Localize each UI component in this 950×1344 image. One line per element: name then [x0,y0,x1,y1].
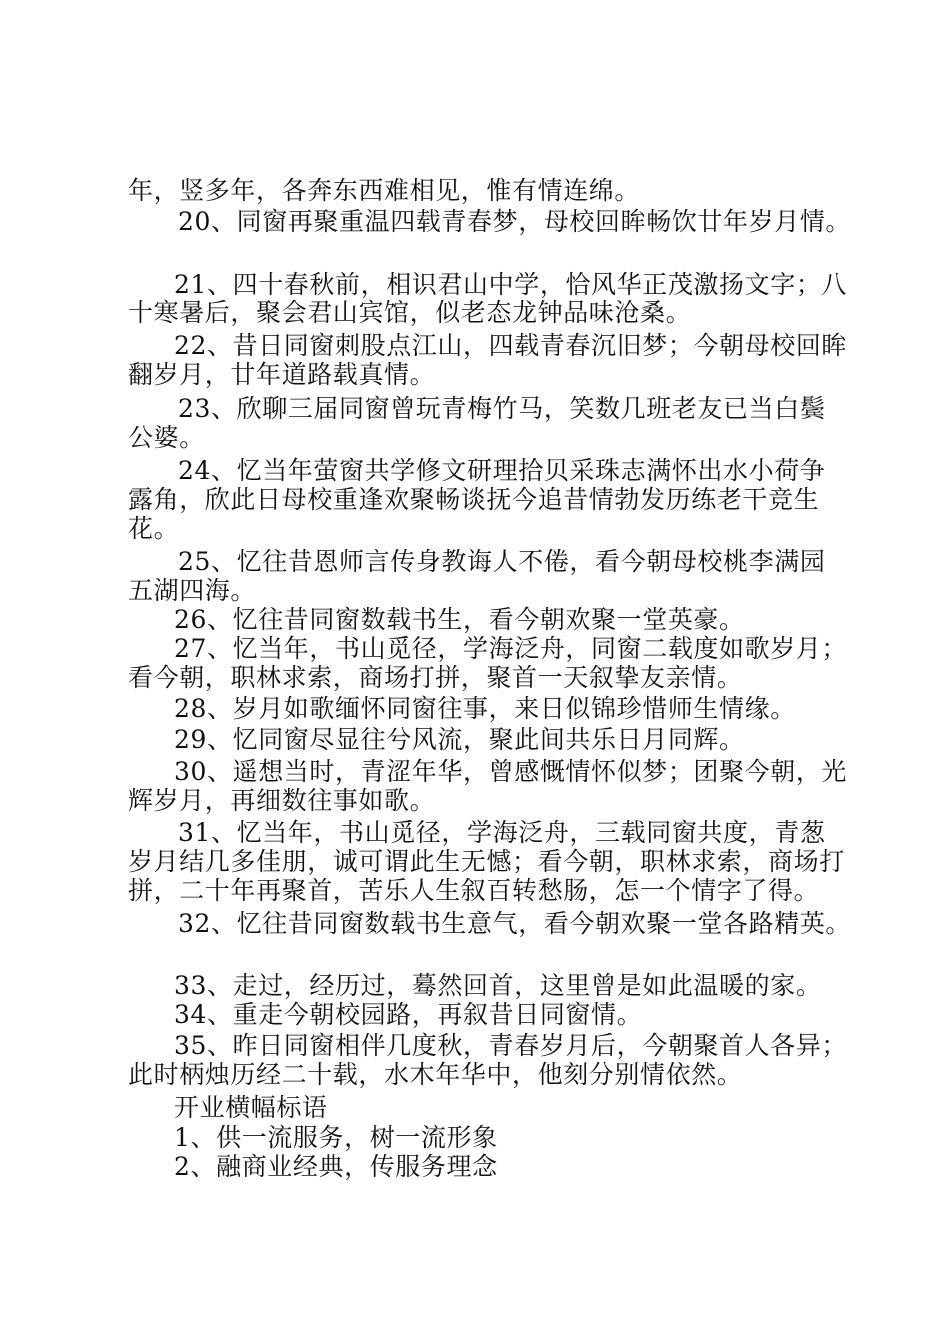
text-line-12: 25、忆往昔恩师言传身教诲人不倦，看今朝母校桃李满园 [178,547,826,576]
text-line-31: 2、融商业经典，传服务理念 [174,1152,498,1181]
text-line-17: 28、岁月如歌缅怀同窗往事，来日似锦珍惜师生情缘。 [174,694,796,723]
text-line-25: 33、走过，经历过，蓦然回首，这里曾是如此温暖的家。 [174,971,822,1000]
section-heading: 开业横幅标语 [174,1093,328,1122]
text-line-3: 21、四十春秋前，相识君山中学，恰风华正茂激扬文字；八 [174,270,848,299]
text-line-10: 露角，欣此日母校重逢欢聚畅谈抚今追昔情勃发历练老干竞生 [128,485,820,514]
text-line-24: 32、忆往昔同窗数载书生意气，看今朝欢聚一堂各路精英。 [178,909,852,938]
text-line-14: 26、忆往昔同窗数载书生，看今朝欢聚一堂英豪。 [174,605,745,634]
text-line-6: 翻岁月，廿年道路载真情。 [128,360,436,389]
text-line-9: 24、忆当年萤窗共学修文研理拾贝采珠志满怀出水小荷争 [178,456,826,485]
text-line-11: 花。 [128,514,180,543]
text-line-20: 辉岁月，再细数往事如歌。 [128,786,436,815]
text-line-26: 34、重走今朝校园路，再叙昔日同窗情。 [174,1000,643,1029]
text-line-23: 拼，二十年再聚首，苦乐人生叙百转愁肠，怎一个情字了得。 [128,876,820,905]
text-line-8: 公婆。 [128,423,205,452]
text-line-13: 五湖四海。 [128,576,257,605]
text-line-1: 年，竖多年，各奔东西难相见，惟有情连绵。 [128,176,641,205]
text-line-28: 此时柄烛历经二十载，水木年华中，他刻分别情依然。 [128,1060,743,1089]
text-line-4: 十寒暑后，聚会君山宾馆，似老态龙钟品味沧桑。 [128,298,692,327]
text-line-16: 看今朝，职林求索，商场打拼，聚首一天叙挚友亲情。 [128,663,743,692]
text-line-18: 29、忆同窗尽显往兮风流，聚此间共乐日月同辉。 [174,725,745,754]
text-line-7: 23、欣聊三届同窗曾玩青梅竹马，笑数几班老友已当白鬓 [178,394,826,423]
text-line-15: 27、忆当年，书山觅径，学海泛舟，同窗二载度如歌岁月； [174,634,848,663]
text-line-19: 30、遥想当时，青涩年华，曾感慨情怀似梦；团聚今朝，光 [174,757,848,786]
text-line-5: 22、昔日同窗刺股点江山，四载青春沉旧梦；今朝母校回眸 [174,331,848,360]
text-line-2: 20、同窗再聚重温四载青春梦，母校回眸畅饮廿年岁月情。 [178,207,852,236]
text-line-21: 31、忆当年，书山觅径，学海泛舟，三载同窗共度，青葱 [178,818,826,847]
text-line-27: 35、昨日同窗相伴几度秋，青春岁月后，今朝聚首人各异； [174,1031,848,1060]
text-line-30: 1、供一流服务，树一流形象 [174,1123,498,1152]
text-line-22: 岁月结几多佳朋，诚可谓此生无憾；看今朝，职林求索，商场打 [128,847,845,876]
